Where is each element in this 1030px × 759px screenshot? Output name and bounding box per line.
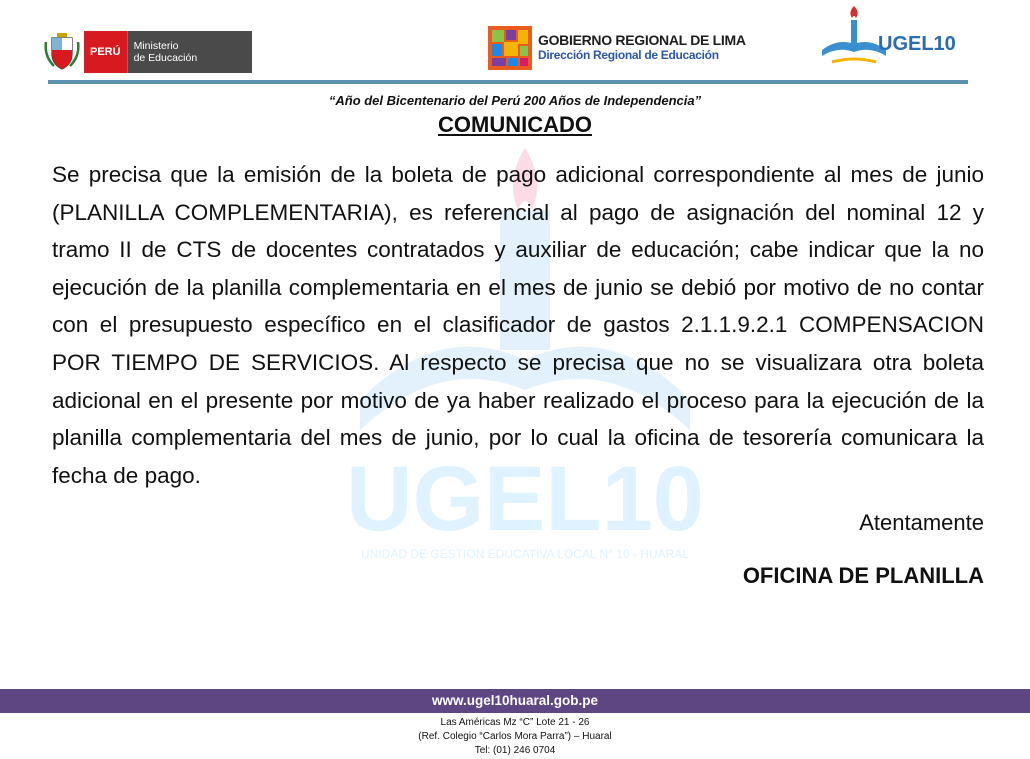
ugel-logo-text: UGEL10 [878, 33, 956, 55]
regional-subtitle: Dirección Regional de Educación [538, 48, 719, 62]
header-rule [48, 80, 968, 84]
closing-text: Atentamente [859, 510, 984, 535]
signature-office: OFICINA DE PLANILLA [742, 563, 984, 588]
address-line-1: Las Américas Mz “C” Lote 21 - 26 [440, 717, 590, 728]
letterhead [0, 0, 1030, 90]
peru-label: PERÚ [84, 31, 127, 73]
peru-coat-of-arms-icon [44, 32, 80, 72]
regional-title: GOBIERNO REGIONAL DE LIMA [538, 32, 746, 48]
page-title: COMUNICADO [438, 112, 592, 137]
ministry-line-2: de Educación [133, 52, 198, 64]
year-slogan: “Año del Bicentenario del Perú 200 Años de Independencia” [328, 93, 702, 108]
regional-mosaic-icon [488, 26, 532, 70]
regional-government-logo [488, 26, 746, 70]
footer-website-link[interactable]: www.ugel10huaral.gob.pe [431, 693, 599, 708]
ministry-line-1: Ministerio [133, 40, 179, 52]
announcement-body: Se precisa que la emisión de la boleta de pago adicional correspondiente al mes de junio (PLANILLA COMPLEMENTARIA), es referencial al pago de asignación del nominal 12 y tramo II de CTS de docentes contratados y auxiliar de educación; cabe indicar que la no ejecución de la planilla complementaria en el mes de junio se debió por motivo de no contar con el presupuesto específico en el clasificador de gastos 2.1.1.9.2.1 COMPENSACION POR TIEMPO DE SERVICIOS. Al respecto se precisa que no se visualizara otra boleta adicional en el presente por motivo de ya haber realizado el proceso para la ejecución de la planilla complementaria del mes de junio, por lo cual la oficina de tesorería comunicara la fecha de pago. [52, 162, 984, 488]
watermark-caption: UNIDAD DE GESTION EDUCATIVA LOCAL N° 10 - HUARAL [361, 547, 689, 561]
minedu-logo [44, 31, 252, 73]
ministry-label [127, 31, 252, 73]
watermark-text: UGEL10 [346, 448, 704, 550]
footer-contact [0, 716, 1030, 758]
phone-number: Tel: (01) 246 0704 [474, 745, 556, 756]
ugel10-logo [818, 4, 958, 72]
address-line-2: (Ref. Colegio “Carlos Mora Parra”) – Huaral [418, 731, 612, 742]
